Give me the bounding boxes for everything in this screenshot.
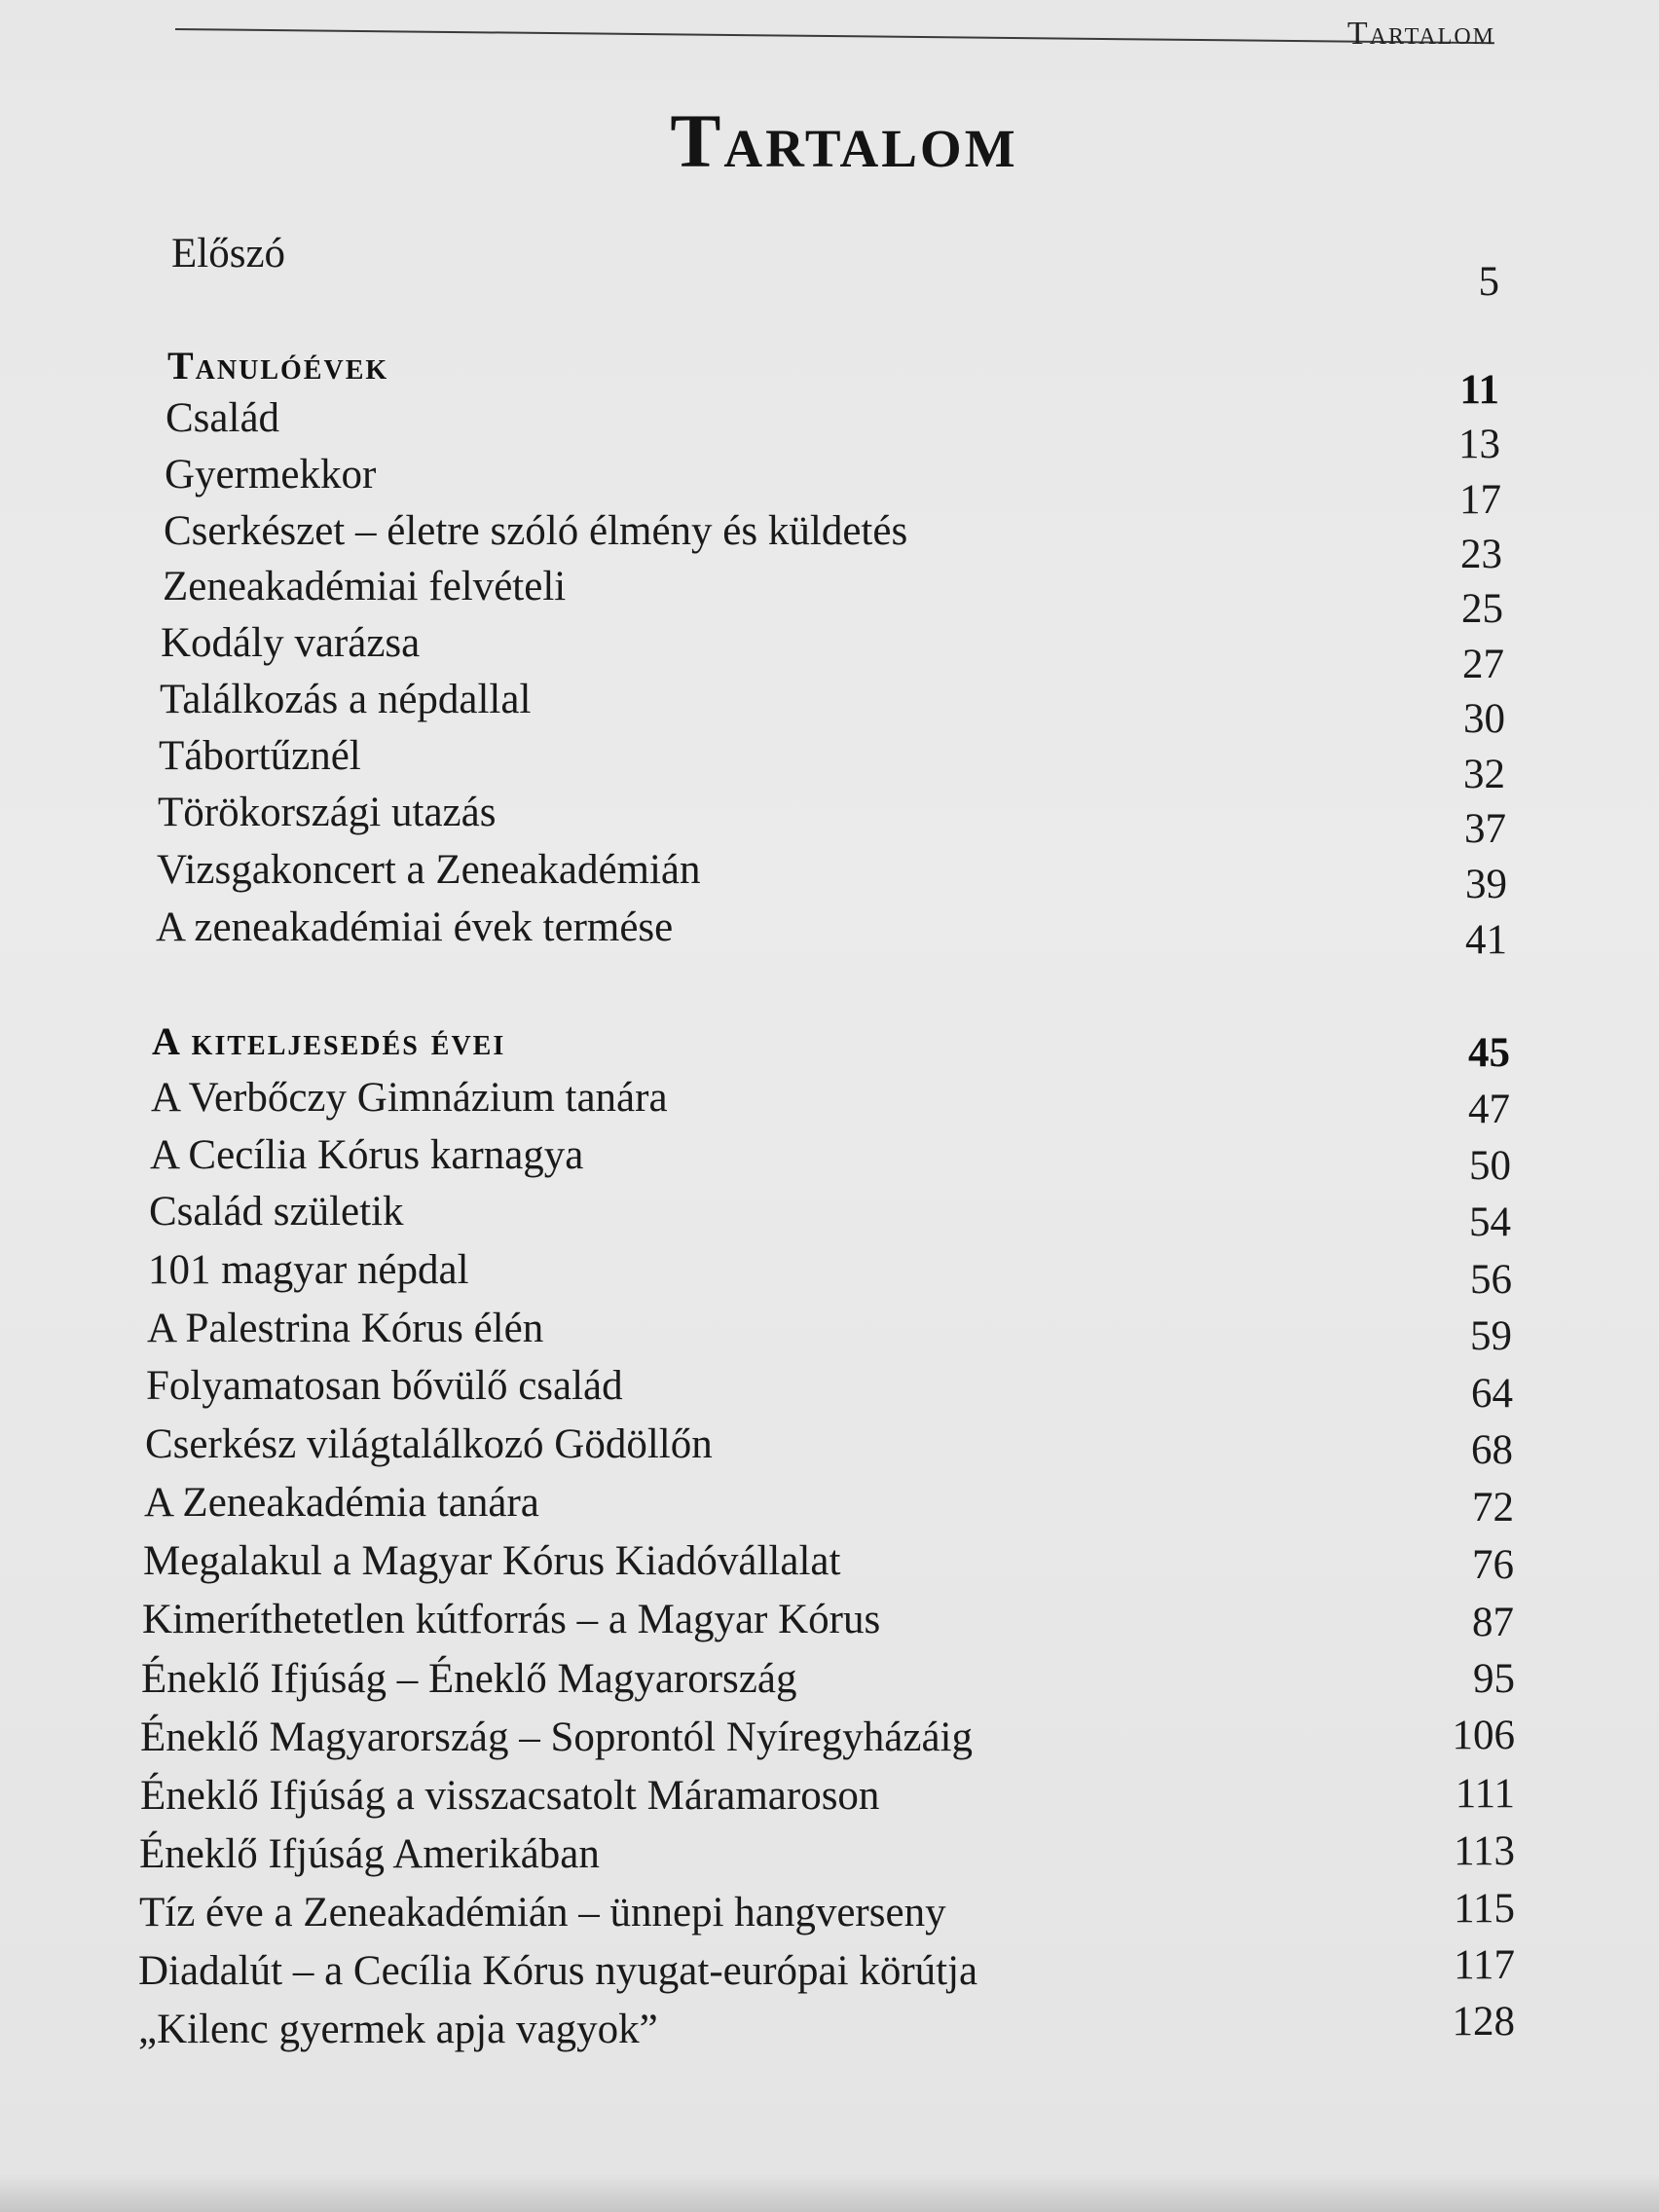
toc-entry-page: 106 — [1452, 1713, 1515, 1758]
toc-entry-title: Éneklő Magyarország – Soprontól Nyíregyházáig — [140, 1714, 973, 1760]
toc-entry-title: Vizsgakoncert a Zeneakadémián — [157, 847, 701, 893]
toc-entry-title: Tábortűznél — [159, 733, 361, 779]
toc-entry-page: 37 — [1464, 806, 1506, 852]
toc-entry-title: Cserkész világtalálkozó Gödöllőn — [145, 1421, 713, 1467]
toc-entry-title: Folyamatosan bővülő család — [146, 1363, 623, 1409]
toc-entry-title: A Verbőczy Gimnázium tanára — [151, 1075, 668, 1121]
toc-entry-page: 76 — [1472, 1542, 1514, 1588]
toc-entry-title: Család — [166, 395, 280, 441]
toc-entry-page: 64 — [1471, 1371, 1513, 1417]
toc-entry-title: Diadalút – a Cecília Kórus nyugat-európai körútja — [138, 1948, 978, 1994]
toc-entry-title: A Zeneakadémia tanára — [144, 1480, 539, 1526]
toc-entry-title: 101 magyar népdal — [148, 1247, 469, 1293]
toc-entry-title: Kimeríthetetlen kútforrás – a Magyar Kórus — [142, 1597, 881, 1642]
toc-entry-page: 115 — [1454, 1886, 1515, 1932]
running-head: Tartalom — [1346, 16, 1495, 52]
section-title: A kiteljesedés évei — [152, 1019, 506, 1063]
toc-entry-title: Éneklő Ifjúság Amerikában — [139, 1831, 600, 1877]
toc-entry-title: Megalakul a Magyar Kórus Kiadóvállalat — [143, 1538, 841, 1584]
toc-entry-page: 111 — [1455, 1771, 1515, 1817]
toc-entry-page: 25 — [1461, 586, 1503, 632]
toc-entry-title: Találkozás a népdallal — [160, 677, 532, 722]
toc-entry-page: 87 — [1472, 1600, 1514, 1645]
toc-entry-page: 23 — [1460, 532, 1502, 577]
toc-entry-title: „Kilenc gyermek apja vagyok” — [138, 2007, 658, 2052]
toc-entry-page: 5 — [1478, 259, 1499, 305]
toc-entry-title: Család születik — [149, 1189, 404, 1235]
toc-entry-title: Éneklő Ifjúság a visszacsatolt Máramaroson — [140, 1773, 880, 1819]
toc-entry-title: Kodály varázsa — [161, 620, 421, 666]
toc-entry-title: Gyermekkor — [165, 452, 377, 498]
page-edge-shadow — [0, 2173, 1659, 2212]
toc-entry-page: 47 — [1468, 1087, 1510, 1132]
toc-entry-page: 117 — [1454, 1942, 1515, 1988]
toc-entry-title: Éneklő Ifjúság – Éneklő Magyarország — [141, 1656, 797, 1702]
toc-entry-page: 30 — [1463, 696, 1505, 742]
toc-entry-page: 128 — [1452, 1999, 1515, 2045]
toc-entry-page: 17 — [1459, 477, 1501, 523]
toc-entry-page: 54 — [1469, 1199, 1511, 1245]
toc-entry-page: 68 — [1471, 1427, 1513, 1473]
toc-entry-page: 32 — [1463, 752, 1505, 797]
toc-entry-title: Tíz éve a Zeneakadémián – ünnepi hangverseny — [139, 1890, 946, 1936]
toc-entry-page: 59 — [1470, 1313, 1512, 1359]
section-page: 45 — [1468, 1030, 1510, 1076]
toc-entry-page: 41 — [1465, 917, 1507, 963]
toc-entry-title: A Cecília Kórus karnagya — [150, 1132, 584, 1178]
section-title: Tanulóévek — [167, 344, 389, 387]
toc-entry-title: Törökországi utazás — [158, 790, 497, 835]
toc-entry-page: 13 — [1458, 422, 1500, 467]
toc-entry-page: 72 — [1472, 1485, 1514, 1530]
toc-entry-page: 50 — [1469, 1143, 1511, 1189]
toc-entry-page: 95 — [1473, 1656, 1515, 1702]
toc-entry-page: 56 — [1470, 1257, 1512, 1303]
toc-entry-title: A Palestrina Kórus élén — [147, 1306, 544, 1351]
toc-entry-page: 27 — [1462, 642, 1504, 687]
toc-entry-title: Cserkészet – életre szóló élmény és küldetés — [164, 508, 908, 554]
toc-entry-title: A zeneakadémiai évek termése — [156, 904, 674, 950]
section-page: 11 — [1459, 367, 1499, 413]
toc-entry-page: 113 — [1454, 1828, 1515, 1874]
toc-entry-title: Előszó — [171, 231, 286, 276]
toc-entry-title: Zeneakadémiai felvételi — [163, 564, 567, 609]
toc-entry-page: 39 — [1465, 862, 1507, 907]
page-title: Tartalom — [670, 98, 1018, 183]
